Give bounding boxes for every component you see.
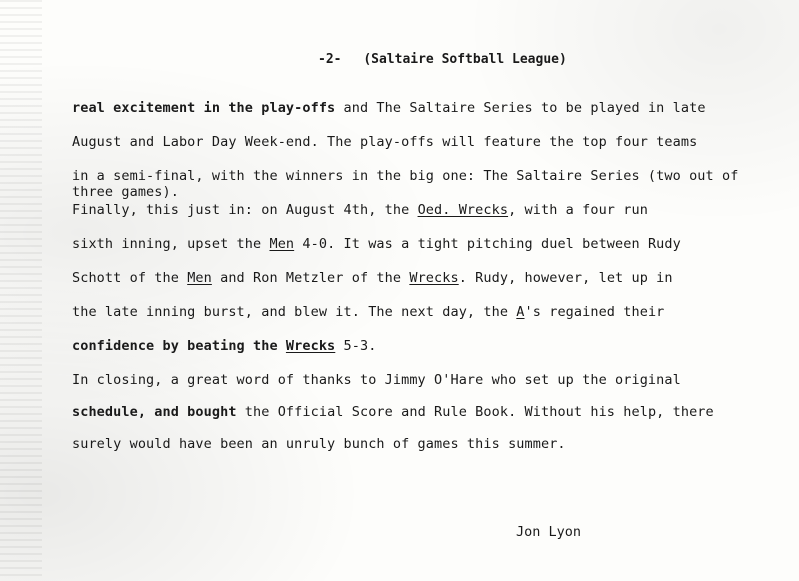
text-line (72, 236, 681, 252)
text-segment: three games). (72, 184, 179, 200)
page-header (318, 52, 567, 67)
text-segment: . Rudy, however, let up in (458, 270, 673, 286)
text-segment: , with a four run (508, 202, 648, 218)
text-line (72, 436, 566, 452)
text-line (72, 134, 697, 150)
text-segment: and Ron Metzler of the (211, 270, 410, 286)
league-title: (Saltaire Softball League) (363, 52, 567, 67)
text-segment: and The Saltaire Series to be played in late (335, 100, 706, 116)
text-line (72, 270, 673, 286)
page-number: -2- (318, 52, 342, 67)
text-segment: Schott of the (72, 270, 188, 286)
text-segment: confidence by beating the (72, 338, 286, 354)
text-segment: In closing, a great word of thanks to Jimmy O'Hare who set up the original (72, 372, 681, 388)
text-segment: August and Labor Day Week-end. The play-offs will feature the top four teams (72, 134, 698, 150)
text-segment: surely would have been an unruly bunch of games this summer. (72, 436, 566, 452)
text-segment: schedule, and bought (72, 404, 237, 420)
text-segment: in a semi-final, with the winners in the big one: The Saltaire Series (two out of (72, 168, 739, 184)
text-line (72, 338, 376, 354)
text-line (72, 168, 738, 184)
text-line (72, 202, 648, 218)
text-segment: 5-3. (335, 338, 377, 354)
signature: Jon Lyon (516, 524, 582, 540)
text-segment: 4-0. It was a tight pitching duel between Rudy (294, 236, 681, 252)
scan-edge-noise (0, 0, 42, 581)
text-line (72, 100, 706, 116)
underlined-team-name: Men (187, 270, 212, 286)
text-line (72, 304, 664, 320)
underlined-team-name: Wrecks (409, 270, 459, 286)
text-segment: 's regained their (524, 304, 665, 320)
text-segment: sixth inning, upset the (72, 236, 270, 252)
text-segment: the late inning burst, and blew it. The next day, the (72, 304, 517, 320)
text-segment: Finally, this just in: on August 4th, the (72, 202, 418, 218)
underlined-team-name: Oed. Wrecks (417, 202, 509, 218)
text-segment: real excitement in the play-offs (72, 100, 336, 116)
underlined-team-name: Men (269, 236, 295, 252)
underlined-team-name: Wrecks (285, 338, 336, 354)
text-line (72, 184, 179, 200)
text-segment: the Official Score and Rule Book. Without his help, there (236, 404, 714, 420)
text-line (72, 372, 681, 388)
underlined-team-name: A (516, 304, 525, 320)
text-line (72, 404, 714, 420)
